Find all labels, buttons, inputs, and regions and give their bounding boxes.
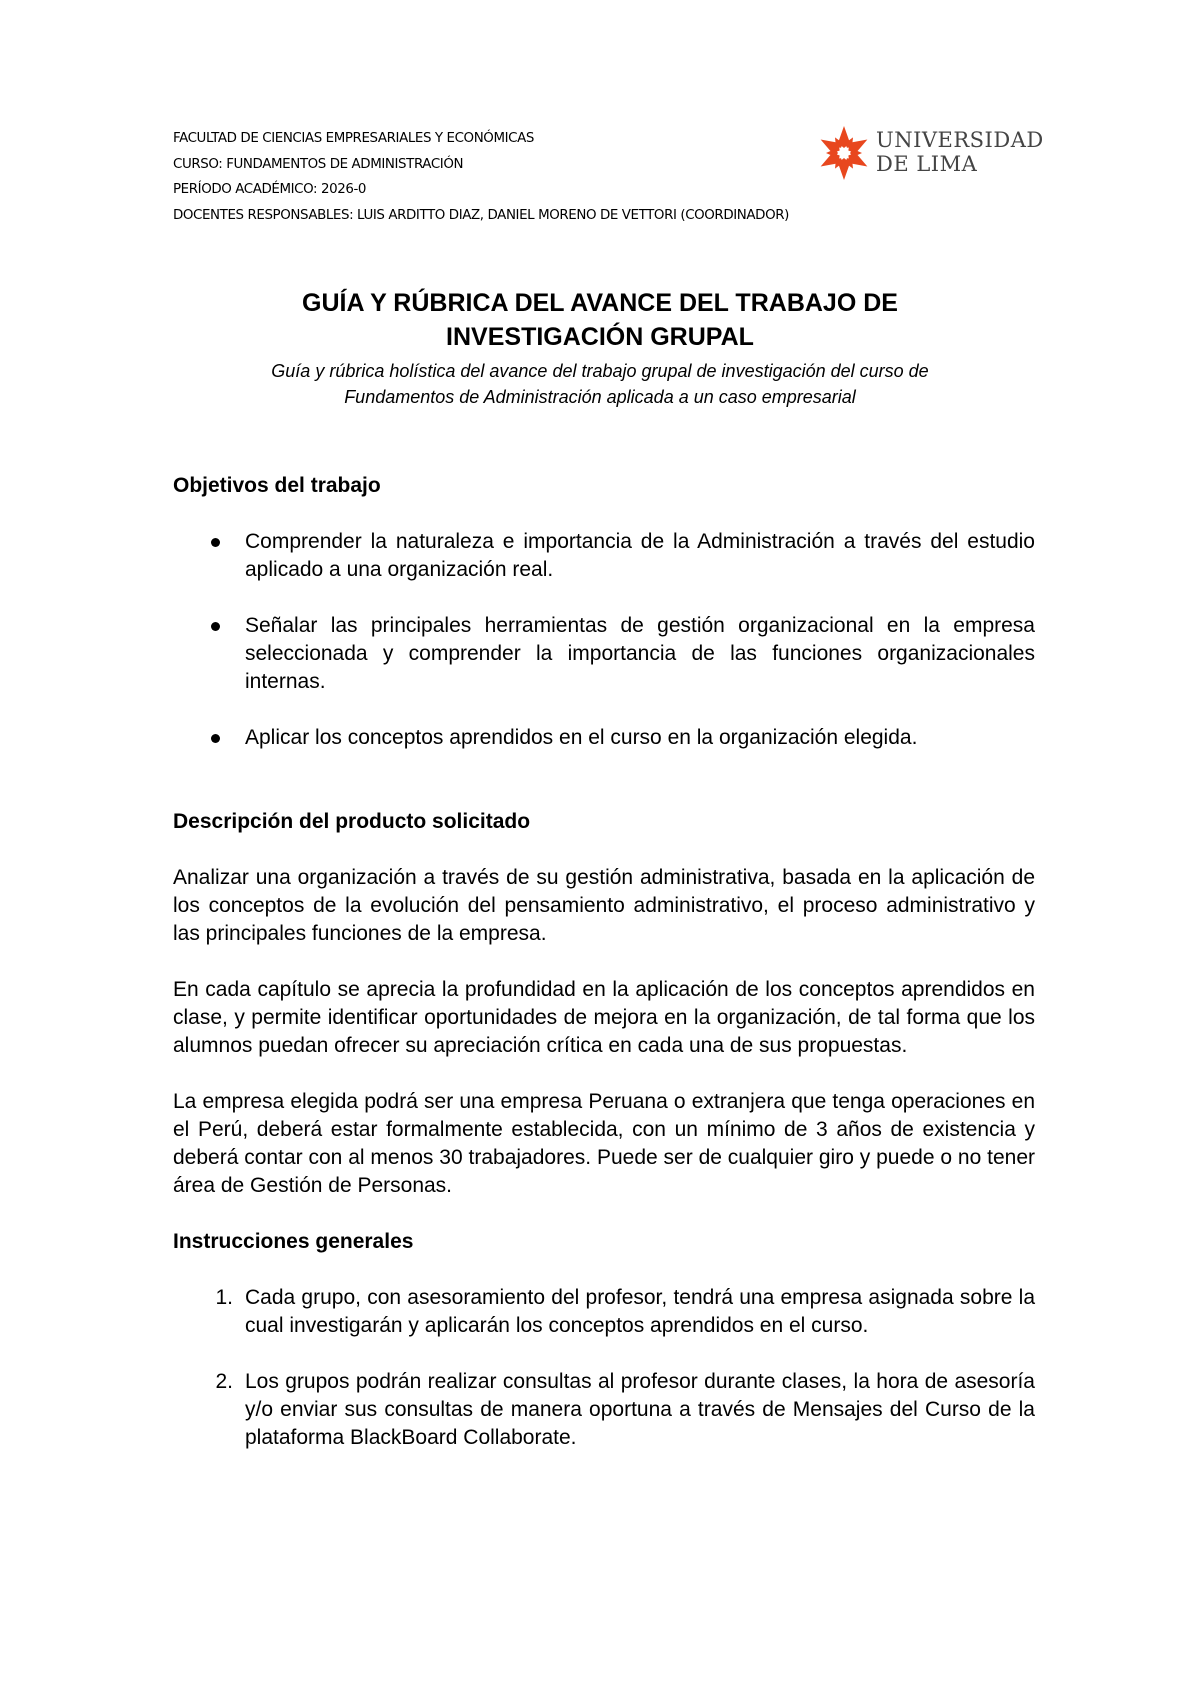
star-burst-icon — [818, 124, 870, 182]
list-item — [173, 724, 1035, 752]
page-title — [150, 286, 1050, 354]
title-line-2: INVESTIGACIÓN GRUPAL — [446, 323, 754, 351]
objectives-list — [173, 528, 1035, 752]
subtitle-line-2: Fundamentos de Administración aplicada a un caso empresarial — [344, 387, 856, 407]
header-teachers: DOCENTES RESPONSABLES: LUIS ARDITTO DIAZ, DANIEL MORENO DE VETTORI (COORDINADOR) — [173, 207, 789, 223]
instruction-text: Cada grupo, con asesoramiento del profesor, tendrá una empresa asignada sobre la cual investigarán y aplicarán los conceptos aprendidos en el curso. — [245, 1286, 1035, 1337]
header-faculty: FACULTAD DE CIENCIAS EMPRESARIALES Y ECONÓMICAS — [173, 131, 534, 146]
header-info — [173, 126, 893, 228]
objective-text: Señalar las principales herramientas de gestión organizacional en la empresa seleccionada y comprender la importancia de las funciones organizacionales internas. — [245, 614, 1035, 693]
header-period: PERÍODO ACADÉMICO: 2026-0 — [173, 182, 366, 197]
list-item — [173, 1368, 1035, 1452]
header-course: CURSO: FUNDAMENTOS DE ADMINISTRACIÓN — [173, 156, 464, 172]
bullet-icon — [211, 734, 220, 743]
logo-line-1: UNIVERSIDAD — [876, 128, 1044, 152]
objective-text: Comprender la naturaleza e importancia de la Administración a través del estudio aplicado a una organización real. — [245, 530, 1035, 581]
description-paragraph: Analizar una organización a través de su gestión administrativa, basada en la aplicación de los conceptos de la evolución del pensamiento administrativo, el proceso administrativo y las principales funciones de la empresa. — [173, 866, 1035, 945]
objectives-heading: Objetivos del trabajo — [173, 474, 381, 497]
item-number: 2. — [215, 1370, 233, 1393]
bullet-icon — [211, 622, 220, 631]
list-item — [173, 612, 1035, 696]
list-item — [173, 1284, 1035, 1340]
description-heading: Descripción del producto solicitado — [173, 810, 531, 833]
university-logo — [818, 124, 1043, 182]
logo-line-2: DE LIMA — [876, 152, 978, 176]
logo-text — [876, 128, 1044, 176]
description-paragraph: En cada capítulo se aprecia la profundidad en la aplicación de los conceptos aprendidos en clase, y permite identificar oportunidades de mejora en la organización, de tal forma que los alumnos puedan ofrecer su apreciación crítica en cada una de sus propuestas. — [173, 978, 1035, 1057]
instructions-heading: Instrucciones generales — [173, 1230, 414, 1253]
title-line-1: GUÍA Y RÚBRICA DEL AVANCE DEL TRABAJO DE — [302, 289, 898, 317]
document-body — [173, 472, 1035, 1452]
subtitle-line-1: Guía y rúbrica holística del avance del trabajo grupal de investigación del curso de — [271, 361, 929, 381]
list-item — [173, 528, 1035, 584]
instructions-list — [173, 1284, 1035, 1452]
instruction-text: Los grupos podrán realizar consultas al profesor durante clases, la hora de asesoría y/o enviar sus consultas de manera oportuna a través de Mensajes del Curso de la plataforma BlackBoard Collaborate. — [245, 1370, 1035, 1449]
item-number: 1. — [215, 1286, 233, 1309]
objective-text: Aplicar los conceptos aprendidos en el curso en la organización elegida. — [245, 726, 918, 749]
bullet-icon — [211, 538, 220, 547]
description-paragraph: La empresa elegida podrá ser una empresa Peruana o extranjera que tenga operaciones en el Perú, deberá estar formalmente establecida, con un mínimo de 3 años de existencia y deberá contar con al menos 30 trabajadores. Puede ser de cualquier giro y puede o no tener área de Gestión de Personas. — [173, 1090, 1035, 1197]
page-subtitle — [150, 358, 1050, 410]
